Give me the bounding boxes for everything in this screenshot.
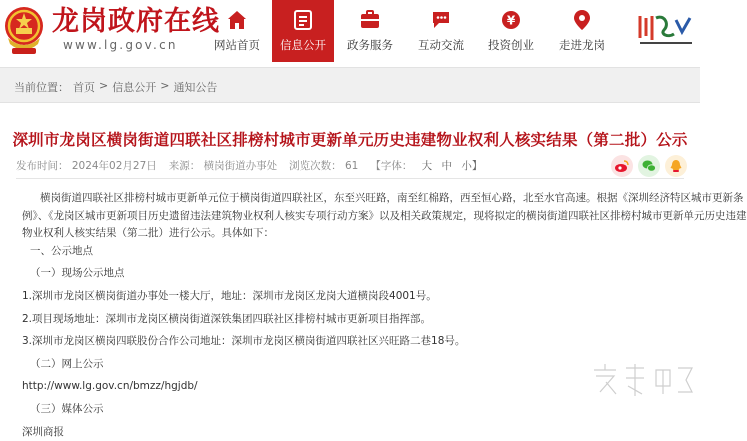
nav-label: 网站首页 bbox=[214, 38, 260, 52]
breadcrumb-bar bbox=[0, 67, 700, 103]
media-name: 深圳商报 bbox=[22, 425, 64, 438]
qq-icon bbox=[668, 158, 684, 174]
font-size-label: 【字体： bbox=[370, 160, 413, 172]
nav-item-info-open[interactable] bbox=[272, 0, 334, 62]
breadcrumb-separator: > bbox=[99, 79, 109, 92]
breadcrumb-notice-link[interactable]: 通知公告 bbox=[173, 81, 218, 94]
font-medium-button[interactable]: 中 bbox=[441, 160, 453, 172]
nav-item-interaction[interactable] bbox=[406, 0, 476, 62]
watermark-logo-icon bbox=[586, 356, 698, 402]
nav-item-home[interactable] bbox=[202, 0, 272, 62]
nav-item-government-service[interactable] bbox=[334, 0, 406, 62]
national-emblem-icon[interactable] bbox=[2, 4, 46, 58]
article-source: 来源： 横岗街道办事处 bbox=[168, 160, 278, 172]
breadcrumb-info-open-link[interactable]: 信息公开 bbox=[112, 81, 157, 94]
government-service-icon bbox=[358, 8, 382, 32]
nav-label: 互动交流 bbox=[418, 38, 464, 52]
body-paragraph: 例》、《龙岗区城市更新项目历史遗留违法建筑物业权利人核实专项行动方案》以及相关政策规定，现将拟定的横岗街道四联社区排榜村城市更新单元历史违建 bbox=[22, 209, 747, 222]
font-small-button[interactable]: 小】 bbox=[461, 160, 483, 172]
share-bar bbox=[611, 155, 687, 177]
article-body bbox=[22, 190, 747, 441]
weibo-icon bbox=[614, 158, 630, 174]
location-item: 3.深圳市龙岗区横岗四联股份合作公司地址：深圳市龙岗区横岗街道四联社区兴旺路二巷18号。 bbox=[22, 335, 466, 348]
invest-icon bbox=[499, 8, 523, 32]
location-item: 2.项目现场地址：深圳市龙岗区横岗街道深铁集团四联社区排榜村城市更新项目指挥部。 bbox=[22, 312, 432, 325]
font-large-button[interactable]: 大 bbox=[421, 160, 433, 172]
online-notice-link[interactable]: http://www.lg.gov.cn/bmzz/hgjdb/ bbox=[22, 380, 198, 393]
site-title[interactable]: 龙岗政府在线 bbox=[52, 6, 220, 37]
breadcrumb bbox=[14, 79, 217, 95]
main-nav bbox=[202, 0, 618, 62]
share-wechat-button[interactable] bbox=[638, 155, 660, 177]
article-title: 深圳市龙岗区横岗街道四联社区排榜村城市更新单元历史违建物业权利人核实结果（第二批）公示 bbox=[12, 131, 688, 149]
section-heading: 一、公示地点 bbox=[30, 244, 93, 257]
subsection-heading: （一）现场公示地点 bbox=[30, 267, 125, 280]
share-weibo-button[interactable] bbox=[611, 155, 633, 177]
nav-label: 投资创业 bbox=[488, 38, 534, 52]
nav-item-walk-in[interactable] bbox=[546, 0, 618, 62]
nav-label: 走进龙岗 bbox=[559, 38, 605, 52]
font-size-control bbox=[370, 158, 482, 173]
walk-in-icon bbox=[570, 8, 594, 32]
chat-icon bbox=[429, 8, 453, 32]
article-meta bbox=[16, 158, 494, 173]
wechat-icon bbox=[641, 158, 657, 174]
site-url: www.lg.gov.cn bbox=[63, 38, 178, 52]
site-header bbox=[0, 0, 700, 67]
body-paragraph: 物业权利人核实结果（第二批）进行公示。具体如下： bbox=[22, 227, 274, 240]
svg-text:¥: ¥ bbox=[506, 13, 516, 28]
nav-label: 政务服务 bbox=[347, 38, 393, 52]
nav-item-invest[interactable] bbox=[476, 0, 546, 62]
shenzhen-longgang-logo-icon bbox=[634, 10, 698, 52]
subsection-heading: （三）媒体公示 bbox=[30, 402, 104, 415]
meta-divider bbox=[16, 178, 684, 179]
body-paragraph: 横岗街道四联社区排榜村城市更新单元位于横岗街道四联社区，东至兴旺路，南至红棉路，西至恒心路，北至水官高速。根据《深圳经济特区城市更新条 bbox=[40, 192, 744, 204]
publish-time: 发布时间： 2024年02月27日 bbox=[16, 160, 157, 172]
subsection-heading: （二）网上公示 bbox=[30, 357, 104, 370]
nav-label: 信息公开 bbox=[280, 38, 326, 52]
breadcrumb-home-link[interactable]: 首页 bbox=[73, 81, 95, 94]
location-item: 1.深圳市龙岗区横岗街道办事处一楼大厅，地址：深圳市龙岗区龙岗大道横岗段4001号。 bbox=[22, 289, 437, 302]
view-count: 浏览次数： 61 bbox=[289, 160, 359, 172]
share-qq-button[interactable] bbox=[665, 155, 687, 177]
breadcrumb-separator: > bbox=[160, 79, 170, 92]
breadcrumb-prefix: 当前位置： bbox=[14, 81, 69, 94]
home-icon bbox=[225, 8, 249, 32]
info-open-icon bbox=[291, 8, 315, 32]
